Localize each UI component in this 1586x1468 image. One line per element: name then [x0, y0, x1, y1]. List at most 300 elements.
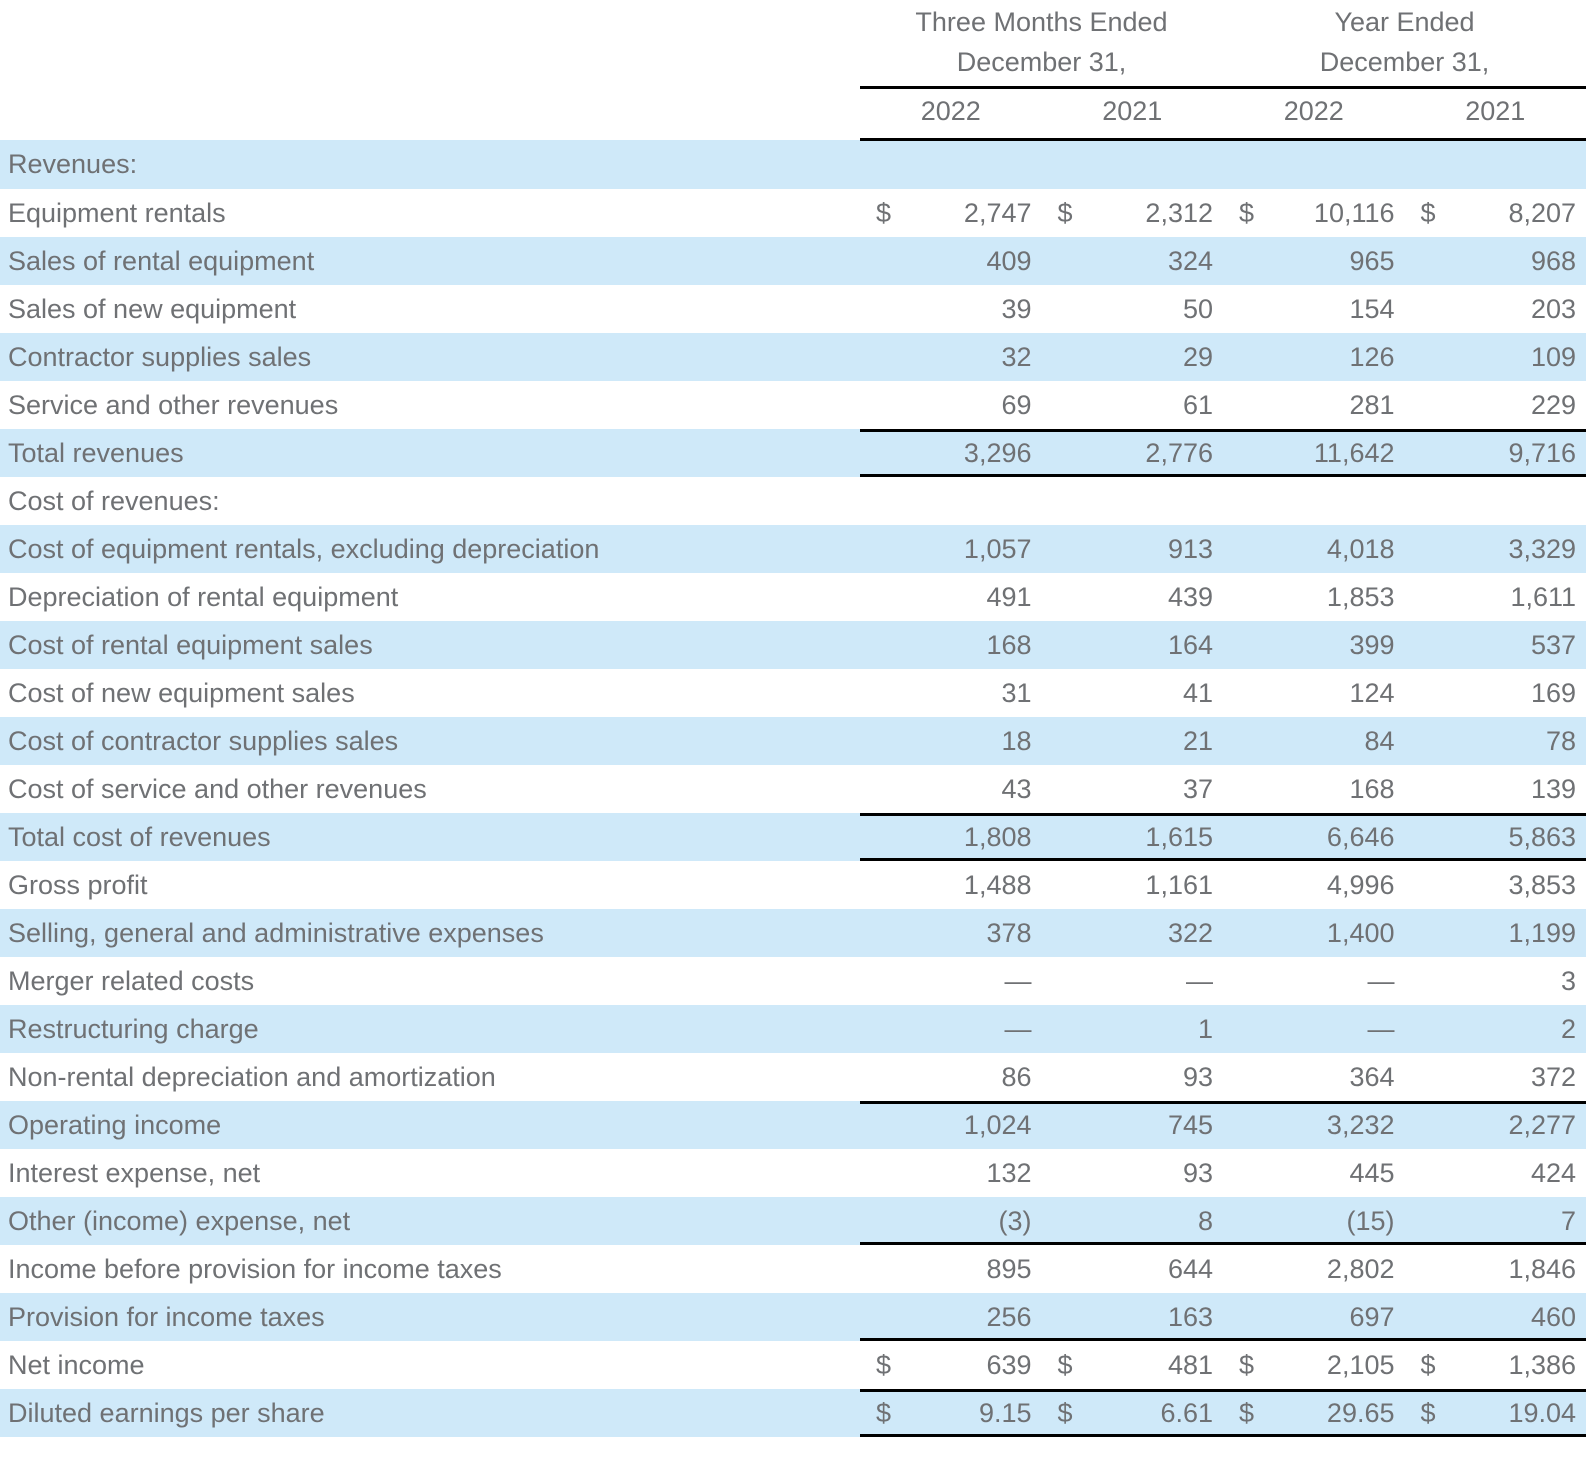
row-label: Sales of new equipment — [0, 285, 860, 333]
cell-c1 — [860, 189, 1042, 237]
cell-value: 84 — [1364, 725, 1395, 756]
cell-c3 — [1223, 957, 1405, 1005]
cell-value: 164 — [1167, 629, 1213, 660]
cell-c2 — [1042, 1197, 1224, 1245]
row-label: Gross profit — [0, 861, 860, 909]
cell-value: 168 — [1349, 773, 1395, 804]
table-row — [0, 285, 1586, 333]
row-label: Service and other revenues — [0, 381, 860, 429]
group-header-rule — [0, 80, 1586, 88]
row-label: Revenues: — [0, 140, 860, 190]
row-label: Cost of service and other revenues — [0, 765, 860, 813]
cell-value: 1,853 — [1326, 581, 1395, 612]
cell-value: 256 — [986, 1301, 1032, 1332]
group-header-three-months-line2: December 31, — [956, 47, 1127, 77]
currency-symbol: $ — [1057, 1349, 1073, 1380]
cell-c2 — [1042, 1245, 1224, 1293]
table-row — [0, 669, 1586, 717]
row-label: Total cost of revenues — [0, 813, 860, 861]
cell-value: 3,329 — [1508, 533, 1577, 564]
cell-c1 — [860, 957, 1042, 1005]
table-row — [0, 573, 1586, 621]
cell-value: 3,232 — [1326, 1109, 1395, 1140]
cell-c2 — [1042, 573, 1224, 621]
cell-c1 — [860, 717, 1042, 765]
cell-value: 86 — [1001, 1061, 1032, 1092]
currency-symbol: $ — [876, 197, 892, 228]
cell-c3 — [1223, 1197, 1405, 1245]
cell-value: 10,116 — [1313, 197, 1395, 228]
row-label: Non-rental depreciation and amortization — [0, 1053, 860, 1101]
cell-value: 139 — [1530, 773, 1577, 804]
cell-value: 409 — [986, 245, 1032, 276]
row-label: Sales of rental equipment — [0, 237, 860, 285]
cell-c3 — [1223, 909, 1405, 957]
cell-c1 — [860, 1149, 1042, 1197]
cell-value: 481 — [1167, 1349, 1213, 1380]
cell-c4 — [1405, 1293, 1586, 1341]
cell-value: 445 — [1349, 1157, 1395, 1188]
cell-c1 — [860, 669, 1042, 717]
cell-c4 — [1405, 189, 1586, 237]
cell-c4 — [1405, 1245, 1586, 1293]
cell-c4 — [1405, 621, 1586, 669]
money-value — [1223, 198, 1395, 229]
cell-value: 1,199 — [1508, 917, 1577, 948]
row-label: Net income — [0, 1341, 860, 1389]
cell-value: 491 — [986, 581, 1032, 612]
cell-c4 — [1405, 1197, 1586, 1245]
cell-c1 — [860, 429, 1042, 477]
cell-value: 50 — [1182, 293, 1213, 324]
cell-value: 895 — [986, 1253, 1032, 1284]
cell-value: 2,277 — [1508, 1109, 1577, 1140]
table-header — [0, 0, 1586, 140]
table-body — [0, 140, 1586, 1438]
table-row — [0, 1245, 1586, 1293]
table-row — [0, 1101, 1586, 1149]
cell-c4 — [1405, 1101, 1586, 1149]
cell-value: 3,296 — [963, 437, 1032, 468]
cell-value: 203 — [1530, 293, 1577, 324]
cell-c2 — [1042, 717, 1224, 765]
cell-value: 4,018 — [1326, 533, 1395, 564]
cell-value: 1,611 — [1510, 581, 1577, 612]
cell-value: 124 — [1349, 677, 1395, 708]
cell-value: 537 — [1530, 629, 1577, 660]
cell-c1 — [860, 237, 1042, 285]
cell-value: 378 — [986, 917, 1032, 948]
cell-value: 93 — [1182, 1157, 1213, 1188]
year-header-y-2022: 2022 — [1283, 95, 1344, 126]
row-label: Depreciation of rental equipment — [0, 573, 860, 621]
cell-value: 168 — [986, 629, 1032, 660]
row-label: Total revenues — [0, 429, 860, 477]
cell-c3 — [1223, 765, 1405, 813]
cell-value: 399 — [1349, 629, 1395, 660]
cell-c2 — [1042, 429, 1224, 477]
cell-c2 — [1042, 621, 1224, 669]
row-label: Merger related costs — [0, 957, 860, 1005]
cell-c4 — [1405, 765, 1586, 813]
cell-value: 8 — [1197, 1205, 1213, 1236]
row-label: Restructuring charge — [0, 1005, 860, 1053]
cell-c2 — [1042, 813, 1224, 861]
year-header-q-2022: 2022 — [920, 95, 981, 126]
cell-value: — — [1004, 965, 1032, 996]
cell-value: 21 — [1182, 725, 1213, 756]
cell-value: 11,642 — [1313, 437, 1395, 468]
currency-symbol: $ — [1420, 197, 1436, 228]
row-label: Cost of revenues: — [0, 477, 860, 525]
cell-value: 424 — [1530, 1157, 1577, 1188]
cell-value: 6.61 — [1160, 1397, 1213, 1428]
cell-c2 — [1042, 285, 1224, 333]
cell-value: 93 — [1182, 1061, 1213, 1092]
table-row — [0, 140, 1586, 190]
cell-value: 372 — [1530, 1061, 1577, 1092]
cell-c3 — [1223, 1341, 1405, 1389]
cell-value: 4,996 — [1326, 869, 1395, 900]
cell-c1 — [860, 1389, 1042, 1437]
cell-c4 — [1405, 669, 1586, 717]
cell-c1 — [860, 1341, 1042, 1389]
row-label: Provision for income taxes — [0, 1293, 860, 1341]
cell-c4 — [1405, 813, 1586, 861]
cell-c4 — [1405, 573, 1586, 621]
cell-value: 364 — [1349, 1061, 1395, 1092]
cell-value: 322 — [1167, 917, 1213, 948]
currency-symbol: $ — [1057, 1397, 1073, 1428]
year-header-row — [0, 88, 1586, 134]
cell-value: 43 — [1001, 773, 1032, 804]
cell-value: 163 — [1167, 1301, 1213, 1332]
group-rule-three-months — [860, 80, 1223, 88]
currency-symbol: $ — [1057, 197, 1073, 228]
cell-value: 31 — [1001, 677, 1032, 708]
row-label: Operating income — [0, 1101, 860, 1149]
cell-value: (15) — [1346, 1205, 1395, 1236]
cell-value: 132 — [986, 1157, 1032, 1188]
cell-c2 — [1042, 861, 1224, 909]
group-header-line2 — [0, 40, 1586, 80]
cell-value: — — [1367, 965, 1395, 996]
cell-c1 — [860, 573, 1042, 621]
cell-value: 29.65 — [1326, 1397, 1395, 1428]
cell-value: 109 — [1530, 341, 1577, 372]
cell-value: 8,207 — [1508, 197, 1577, 228]
cell-value: 324 — [1167, 245, 1213, 276]
row-label: Cost of new equipment sales — [0, 669, 860, 717]
cell-c3 — [1223, 477, 1405, 525]
table-row — [0, 333, 1586, 381]
cell-c1 — [860, 525, 1042, 573]
cell-value: 154 — [1349, 293, 1395, 324]
cell-value: 169 — [1530, 677, 1577, 708]
cell-c1 — [860, 1245, 1042, 1293]
cell-c4 — [1405, 381, 1586, 429]
cell-c3 — [1223, 861, 1405, 909]
currency-symbol: $ — [1420, 1397, 1436, 1428]
cell-c3 — [1223, 1053, 1405, 1101]
money-value — [1042, 1398, 1214, 1429]
table-row — [0, 1005, 1586, 1053]
cell-c2 — [1042, 1149, 1224, 1197]
cell-c4 — [1405, 861, 1586, 909]
money-value — [1405, 1350, 1577, 1381]
cell-c3 — [1223, 525, 1405, 573]
cell-c2 — [1042, 1389, 1224, 1437]
group-header-three-months-line1: Three Months Ended — [915, 7, 1168, 37]
cell-value: 229 — [1530, 389, 1577, 420]
cell-c1 — [860, 477, 1042, 525]
cell-c1 — [860, 1005, 1042, 1053]
money-value — [1405, 1398, 1577, 1429]
cell-c1 — [860, 140, 1042, 190]
cell-value: 69 — [1001, 389, 1032, 420]
cell-c4 — [1405, 237, 1586, 285]
cell-value: 1,024 — [963, 1109, 1032, 1140]
cell-c4 — [1405, 429, 1586, 477]
money-value — [860, 1398, 1032, 1429]
table-row — [0, 429, 1586, 477]
header-spacer — [0, 0, 860, 40]
cell-value: 913 — [1167, 533, 1213, 564]
currency-symbol: $ — [1420, 1349, 1436, 1380]
currency-symbol: $ — [1239, 197, 1255, 228]
row-label: Other (income) expense, net — [0, 1197, 860, 1245]
cell-c4 — [1405, 285, 1586, 333]
table-row — [0, 621, 1586, 669]
currency-symbol: $ — [1239, 1349, 1255, 1380]
cell-c3 — [1223, 237, 1405, 285]
cell-c1 — [860, 909, 1042, 957]
cell-value: 697 — [1349, 1301, 1395, 1332]
cell-c2 — [1042, 1293, 1224, 1341]
cell-c3 — [1223, 1245, 1405, 1293]
table-row — [0, 957, 1586, 1005]
cell-value: 61 — [1182, 389, 1213, 420]
cell-value: 1,057 — [963, 533, 1032, 564]
year-header-y-2021: 2021 — [1465, 95, 1526, 126]
row-label: Equipment rentals — [0, 189, 860, 237]
cell-value: 1,615 — [1145, 821, 1213, 852]
money-value — [1042, 1350, 1214, 1381]
cell-value: 41 — [1182, 677, 1213, 708]
cell-c1 — [860, 1293, 1042, 1341]
table-row — [0, 813, 1586, 861]
table-row — [0, 1293, 1586, 1341]
group-header-year-line2: December 31, — [1319, 47, 1490, 77]
cell-c1 — [860, 765, 1042, 813]
cell-c3 — [1223, 189, 1405, 237]
cell-value: (3) — [998, 1205, 1032, 1236]
cell-value: 968 — [1530, 245, 1577, 276]
cell-c4 — [1405, 909, 1586, 957]
cell-value: 1,386 — [1508, 1349, 1577, 1380]
cell-value: 2,776 — [1145, 437, 1213, 468]
cell-c2 — [1042, 140, 1224, 190]
cell-c2 — [1042, 525, 1224, 573]
money-value — [1223, 1398, 1395, 1429]
cell-value: 1,846 — [1508, 1253, 1577, 1284]
cell-value: 78 — [1545, 725, 1577, 756]
cell-value: 2,747 — [963, 197, 1032, 228]
money-value — [1223, 1350, 1395, 1381]
table-row — [0, 717, 1586, 765]
cell-c1 — [860, 1197, 1042, 1245]
cell-c3 — [1223, 813, 1405, 861]
cell-value: 644 — [1167, 1253, 1213, 1284]
cell-c3 — [1223, 285, 1405, 333]
cell-c1 — [860, 1101, 1042, 1149]
table-row — [0, 477, 1586, 525]
cell-value: 7 — [1560, 1205, 1577, 1236]
cell-c3 — [1223, 140, 1405, 190]
cell-c3 — [1223, 1293, 1405, 1341]
row-label: Cost of contractor supplies sales — [0, 717, 860, 765]
cell-value: 745 — [1167, 1109, 1213, 1140]
cell-c1 — [860, 621, 1042, 669]
row-label: Interest expense, net — [0, 1149, 860, 1197]
cell-value: 1,488 — [963, 869, 1032, 900]
cell-c3 — [1223, 717, 1405, 765]
cell-value: 1,400 — [1326, 917, 1395, 948]
table-row — [0, 525, 1586, 573]
money-value — [860, 198, 1032, 229]
currency-symbol: $ — [876, 1349, 892, 1380]
cell-c3 — [1223, 381, 1405, 429]
row-label: Income before provision for income taxes — [0, 1245, 860, 1293]
cell-value: 2 — [1560, 1013, 1577, 1044]
cell-value: 9.15 — [978, 1397, 1032, 1428]
row-label: Cost of rental equipment sales — [0, 621, 860, 669]
cell-c2 — [1042, 237, 1224, 285]
cell-c4 — [1405, 1389, 1586, 1437]
table-row — [0, 1389, 1586, 1437]
currency-symbol: $ — [1239, 1397, 1255, 1428]
table-row — [0, 381, 1586, 429]
cell-c2 — [1042, 477, 1224, 525]
cell-c3 — [1223, 621, 1405, 669]
cell-value: 460 — [1530, 1301, 1577, 1332]
cell-c4 — [1405, 1341, 1586, 1389]
cell-c3 — [1223, 1389, 1405, 1437]
cell-c1 — [860, 813, 1042, 861]
cell-value: 3 — [1560, 965, 1577, 996]
cell-value: 19.04 — [1508, 1397, 1577, 1428]
cell-c4 — [1405, 333, 1586, 381]
cell-c4 — [1405, 1005, 1586, 1053]
cell-c2 — [1042, 381, 1224, 429]
cell-value: 2,105 — [1326, 1349, 1395, 1380]
table-row — [0, 237, 1586, 285]
cell-c4 — [1405, 717, 1586, 765]
cell-c3 — [1223, 669, 1405, 717]
cell-c2 — [1042, 669, 1224, 717]
table-row — [0, 1149, 1586, 1197]
header-spacer-2 — [0, 40, 860, 80]
cell-c2 — [1042, 189, 1224, 237]
cell-value: 639 — [986, 1349, 1032, 1380]
cell-c1 — [860, 333, 1042, 381]
cell-value: 439 — [1167, 581, 1213, 612]
cell-c4 — [1405, 1149, 1586, 1197]
cell-c4 — [1405, 140, 1586, 190]
cell-c4 — [1405, 1053, 1586, 1101]
cell-value: 37 — [1182, 773, 1213, 804]
cell-c4 — [1405, 957, 1586, 1005]
cell-c1 — [860, 381, 1042, 429]
cell-c2 — [1042, 909, 1224, 957]
cell-value: 9,716 — [1508, 437, 1577, 468]
table-row — [0, 1197, 1586, 1245]
group-header-line1 — [0, 0, 1586, 40]
cell-value: — — [1186, 965, 1213, 996]
table-row — [0, 765, 1586, 813]
cell-c2 — [1042, 957, 1224, 1005]
cell-value: 39 — [1001, 293, 1032, 324]
currency-symbol: $ — [876, 1397, 892, 1428]
cell-c3 — [1223, 1005, 1405, 1053]
money-value — [1405, 198, 1577, 229]
cell-value: 1,161 — [1145, 869, 1213, 900]
table-row — [0, 909, 1586, 957]
cell-value: 29 — [1182, 341, 1213, 372]
cell-value: — — [1004, 1013, 1032, 1044]
cell-c2 — [1042, 765, 1224, 813]
group-header-year-line1: Year Ended — [1334, 7, 1475, 37]
cell-c2 — [1042, 1341, 1224, 1389]
cell-c3 — [1223, 573, 1405, 621]
table-row — [0, 189, 1586, 237]
year-header-q-2021: 2021 — [1102, 95, 1163, 126]
cell-c2 — [1042, 1053, 1224, 1101]
cell-value: 281 — [1349, 389, 1395, 420]
rule-spacer — [0, 80, 860, 88]
cell-value: 965 — [1349, 245, 1395, 276]
cell-value: 2,802 — [1326, 1253, 1395, 1284]
table-row — [0, 1341, 1586, 1389]
year-header-spacer — [0, 88, 860, 134]
group-rule-year — [1223, 80, 1586, 88]
table-row — [0, 1053, 1586, 1101]
cell-c3 — [1223, 333, 1405, 381]
cell-c1 — [860, 1053, 1042, 1101]
row-label: Contractor supplies sales — [0, 333, 860, 381]
row-label: Cost of equipment rentals, excluding depreciation — [0, 525, 860, 573]
cell-value: 2,312 — [1145, 197, 1213, 228]
cell-c3 — [1223, 1149, 1405, 1197]
cell-c2 — [1042, 1005, 1224, 1053]
cell-value: 6,646 — [1326, 821, 1395, 852]
cell-value: 1 — [1197, 1013, 1213, 1044]
cell-c3 — [1223, 429, 1405, 477]
cell-value: 1,808 — [963, 821, 1032, 852]
money-value — [1042, 198, 1214, 229]
cell-c4 — [1405, 525, 1586, 573]
money-value — [860, 1350, 1032, 1381]
table-row — [0, 861, 1586, 909]
cell-value: 126 — [1349, 341, 1395, 372]
cell-c1 — [860, 285, 1042, 333]
row-label: Selling, general and administrative expenses — [0, 909, 860, 957]
row-label: Diluted earnings per share — [0, 1389, 860, 1437]
cell-value: 3,853 — [1508, 869, 1577, 900]
cell-value: 32 — [1001, 341, 1032, 372]
cell-value: 18 — [1001, 725, 1032, 756]
cell-c2 — [1042, 333, 1224, 381]
